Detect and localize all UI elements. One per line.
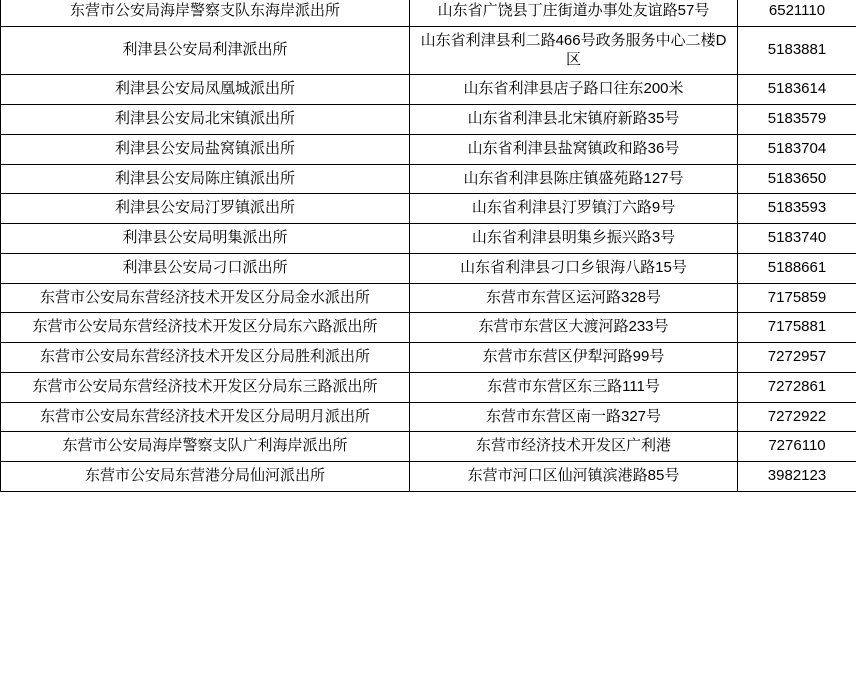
station-address-cell: 山东省利津县明集乡振兴路3号: [410, 224, 738, 254]
station-address-cell: 东营市河口区仙河镇滨港路85号: [410, 462, 738, 492]
station-address-cell: 山东省利津县利二路466号政务服务中心二楼D区: [410, 26, 738, 75]
station-name-cell: 东营市公安局东营经济技术开发区分局明月派出所: [1, 402, 410, 432]
station-phone-cell: 5183614: [738, 75, 856, 105]
station-address-cell: 东营市东营区大渡河路233号: [410, 313, 738, 343]
table-row: [1, 224, 856, 254]
table-row: [1, 105, 856, 135]
table-row: [1, 0, 856, 26]
station-address-cell: 山东省利津县刁口乡银海八路15号: [410, 253, 738, 283]
table-row: [1, 343, 856, 373]
station-phone-cell: 6521110: [738, 0, 856, 26]
table-row: [1, 75, 856, 105]
table-row: [1, 26, 856, 75]
table-row: [1, 283, 856, 313]
station-phone-cell: 5183579: [738, 105, 856, 135]
station-name-cell: 利津县公安局北宋镇派出所: [1, 105, 410, 135]
station-name-cell: 利津县公安局盐窝镇派出所: [1, 134, 410, 164]
station-name-cell: 利津县公安局刁口派出所: [1, 253, 410, 283]
station-phone-cell: 5188661: [738, 253, 856, 283]
station-name-cell: 东营市公安局东营港分局仙河派出所: [1, 462, 410, 492]
station-address-cell: 东营市经济技术开发区广利港: [410, 432, 738, 462]
station-phone-cell: 7276110: [738, 432, 856, 462]
station-name-cell: 东营市公安局东营经济技术开发区分局胜利派出所: [1, 343, 410, 373]
station-phone-cell: 7272861: [738, 372, 856, 402]
station-phone-cell: 7175859: [738, 283, 856, 313]
station-name-cell: 利津县公安局利津派出所: [1, 26, 410, 75]
station-address-cell: 山东省利津县北宋镇府新路35号: [410, 105, 738, 135]
station-address-cell: 山东省利津县陈庄镇盛苑路127号: [410, 164, 738, 194]
station-phone-cell: 7175881: [738, 313, 856, 343]
station-name-cell: 东营市公安局海岸警察支队广利海岸派出所: [1, 432, 410, 462]
station-name-cell: 利津县公安局凤凰城派出所: [1, 75, 410, 105]
station-phone-cell: 7272957: [738, 343, 856, 373]
station-name-cell: 东营市公安局东营经济技术开发区分局东三路派出所: [1, 372, 410, 402]
station-address-cell: 山东省广饶县丁庄街道办事处友谊路57号: [410, 0, 738, 26]
station-phone-cell: 5183704: [738, 134, 856, 164]
station-name-cell: 东营市公安局东营经济技术开发区分局金水派出所: [1, 283, 410, 313]
station-address-cell: 山东省利津县盐窝镇政和路36号: [410, 134, 738, 164]
station-name-cell: 利津县公安局明集派出所: [1, 224, 410, 254]
station-phone-cell: 5183740: [738, 224, 856, 254]
station-phone-cell: 3982123: [738, 462, 856, 492]
station-address-cell: 山东省利津县汀罗镇汀六路9号: [410, 194, 738, 224]
station-phone-cell: 5183650: [738, 164, 856, 194]
station-phone-cell: 5183881: [738, 26, 856, 75]
table-row: [1, 313, 856, 343]
station-address-cell: 东营市东营区东三路111号: [410, 372, 738, 402]
table-row: [1, 462, 856, 492]
station-phone-cell: 7272922: [738, 402, 856, 432]
station-name-cell: 东营市公安局海岸警察支队东海岸派出所: [1, 0, 410, 26]
station-name-cell: 利津县公安局陈庄镇派出所: [1, 164, 410, 194]
table-row: [1, 253, 856, 283]
station-name-cell: 利津县公安局汀罗镇派出所: [1, 194, 410, 224]
table-row: [1, 372, 856, 402]
station-name-cell: 东营市公安局东营经济技术开发区分局东六路派出所: [1, 313, 410, 343]
table-body: [1, 0, 856, 491]
station-address-cell: 东营市东营区运河路328号: [410, 283, 738, 313]
station-phone-cell: 5183593: [738, 194, 856, 224]
table-row: [1, 134, 856, 164]
station-address-cell: 东营市东营区南一路327号: [410, 402, 738, 432]
station-address-cell: 东营市东营区伊犁河路99号: [410, 343, 738, 373]
station-address-cell: 山东省利津县店子路口往东200米: [410, 75, 738, 105]
table-row: [1, 164, 856, 194]
table-row: [1, 194, 856, 224]
table-row: [1, 432, 856, 462]
table-row: [1, 402, 856, 432]
